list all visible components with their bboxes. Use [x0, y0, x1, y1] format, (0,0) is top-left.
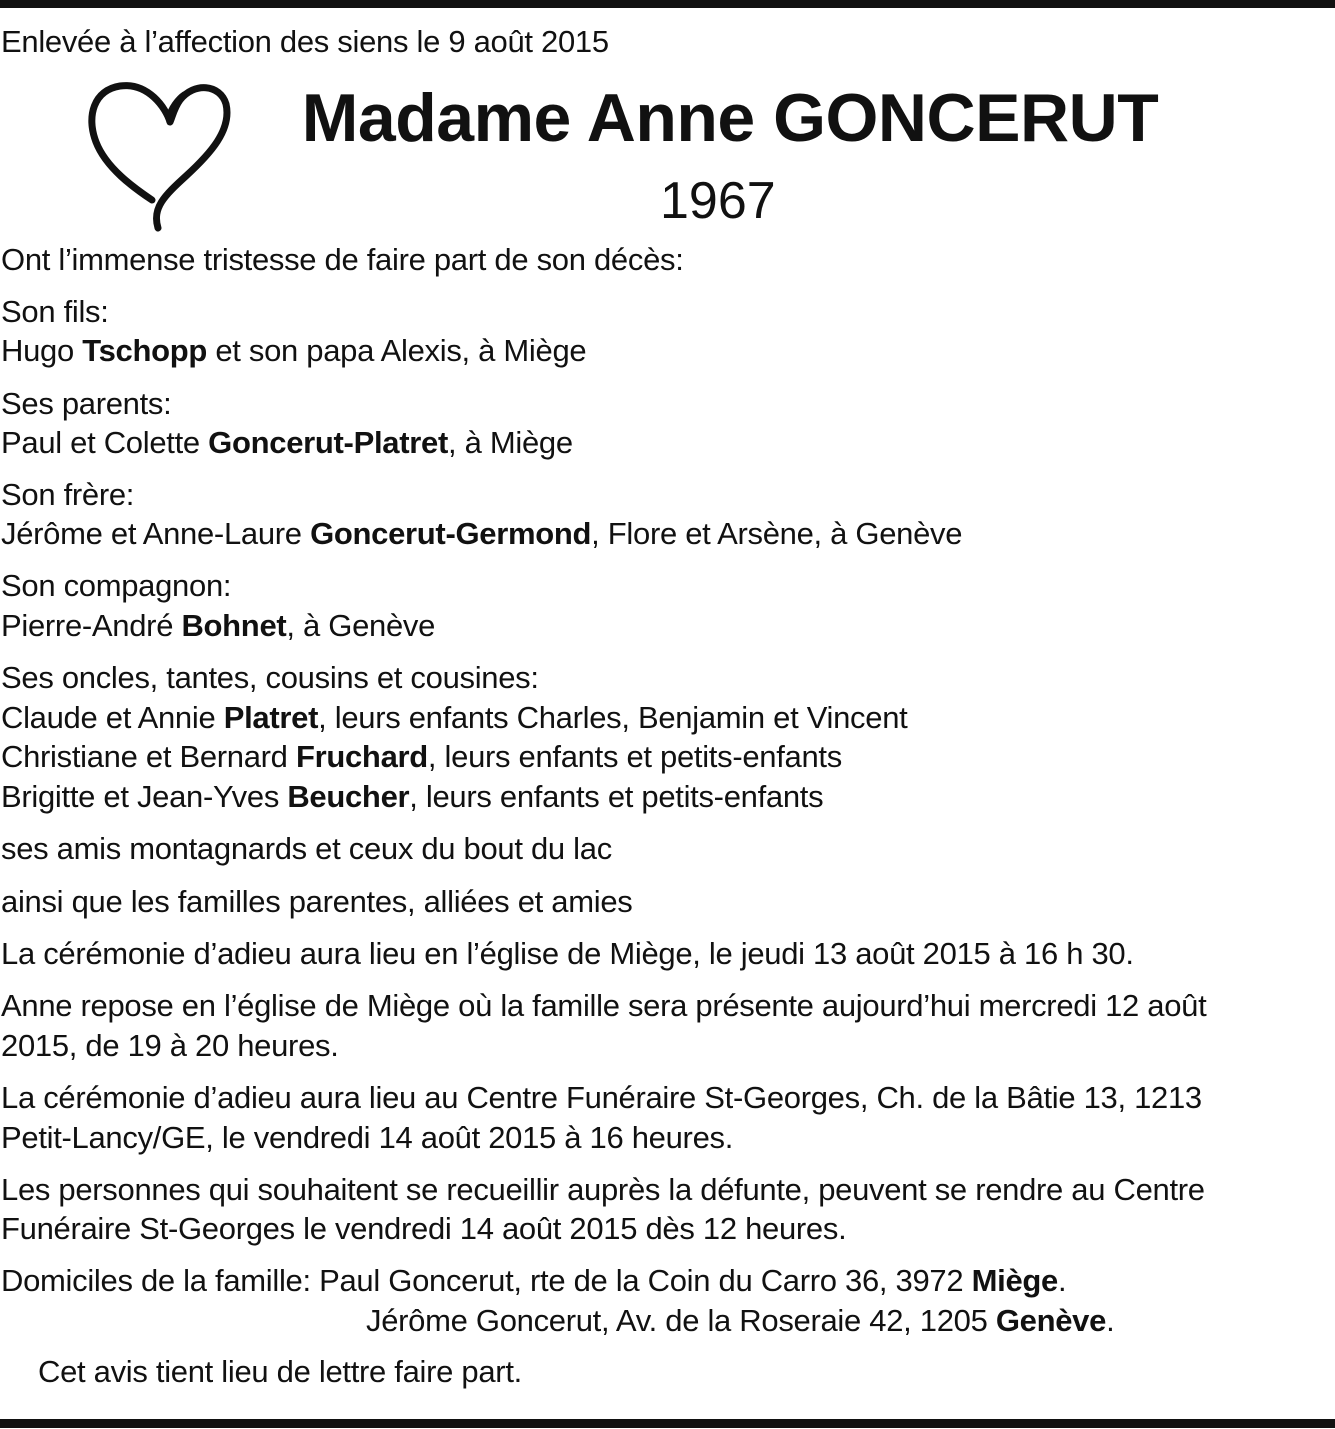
intro-line: Enlevée à l’affection des siens le 9 août 2015 [1, 24, 609, 59]
repose-line-2: 2015, de 19 à 20 heures. [1, 1028, 339, 1063]
partner-line: Pierre-André Bohnet, à Genève [1, 608, 436, 643]
announce-line: Ont l’immense tristesse de faire part de son décès: [1, 242, 684, 277]
heart-icon [82, 78, 240, 236]
partner-label: Son compagnon: [1, 568, 232, 603]
visit-line-2: Funéraire St-Georges le vendredi 14 août 2015 dès 12 heures. [1, 1211, 847, 1246]
domiciles-line-2: Jérôme Goncerut, Av. de la Roseraie 42, 1205 Genève. [366, 1303, 1115, 1338]
repose-line-1: Anne repose en l’église de Miège où la famille sera présente aujourd’hui mercredi 12 août [1, 988, 1207, 1023]
families-line: ainsi que les familles parentes, alliées et amies [1, 884, 633, 919]
relative-line: Claude et Annie Platret, leurs enfants Charles, Benjamin et Vincent [1, 700, 908, 735]
friends-line: ses amis montagnards et ceux du bout du lac [1, 831, 612, 866]
birth-year: 1967 [660, 172, 776, 230]
son-line: Hugo Tschopp et son papa Alexis, à Miège [1, 333, 587, 368]
relative-line: Brigitte et Jean-Yves Beucher, leurs enfants et petits-enfants [1, 779, 824, 814]
ceremony-church: La cérémonie d’adieu aura lieu en l’église de Miège, le jeudi 13 août 2015 à 16 h 30. [1, 936, 1134, 971]
relative-line: Christiane et Bernard Fruchard, leurs enfants et petits-enfants [1, 739, 842, 774]
relatives-label: Ses oncles, tantes, cousins et cousines: [1, 660, 539, 695]
ceremony-funeral-2: Petit-Lancy/GE, le vendredi 14 août 2015 à 16 heures. [1, 1120, 734, 1155]
ceremony-funeral-1: La cérémonie d’adieu aura lieu au Centre Funéraire St-Georges, Ch. de la Bâtie 13, 1213 [1, 1080, 1202, 1115]
deceased-name: Madame Anne GONCERUT [301, 80, 1159, 156]
brother-label: Son frère: [1, 477, 135, 512]
bottom-rule [0, 1419, 1335, 1428]
top-rule [0, 0, 1335, 8]
visit-line-1: Les personnes qui souhaitent se recueillir auprès la défunte, peuvent se rendre au Centre [1, 1172, 1205, 1207]
parents-label: Ses parents: [1, 386, 172, 421]
brother-line: Jérôme et Anne-Laure Goncerut-Germond, Flore et Arsène, à Genève [1, 516, 963, 551]
parents-line: Paul et Colette Goncerut-Platret, à Miège [1, 425, 573, 460]
closing-note: Cet avis tient lieu de lettre faire part. [38, 1354, 522, 1389]
son-label: Son fils: [1, 294, 109, 329]
domiciles-line-1: Domiciles de la famille: Paul Goncerut, rte de la Coin du Carro 36, 3972 Miège. [1, 1263, 1067, 1298]
